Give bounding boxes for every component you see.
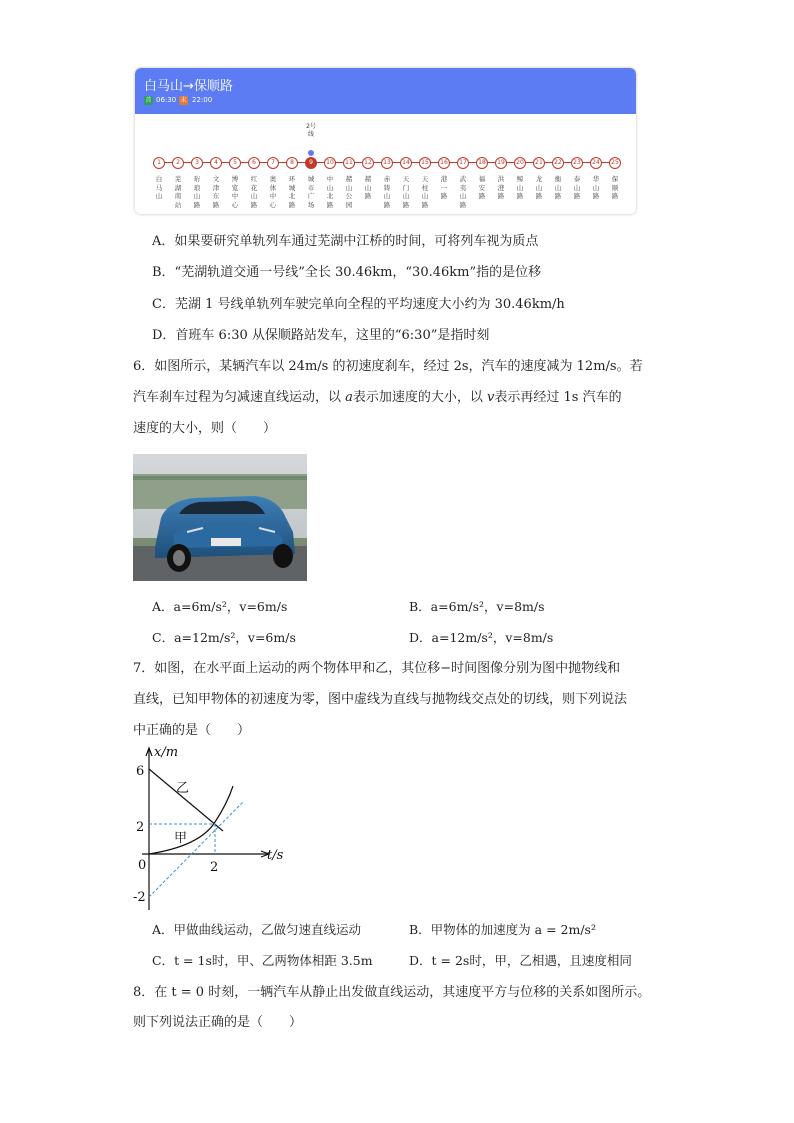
tangent-line bbox=[149, 801, 244, 897]
route-title: 白马山→保顺路 bbox=[144, 79, 233, 94]
station-name-14: 天门山路 bbox=[402, 175, 410, 209]
station-name-18: 福安路 bbox=[478, 175, 486, 201]
transfer-marker-icon bbox=[308, 150, 314, 156]
station-marker-4: 4 bbox=[210, 157, 222, 169]
q7-option-a: A．甲做曲线运动，乙做匀速直线运动 bbox=[152, 922, 362, 937]
station-marker-7: 7 bbox=[267, 157, 279, 169]
y-tick-neg2: -2 bbox=[133, 890, 146, 905]
station-name-12: 赭山路 bbox=[364, 175, 372, 201]
station-name-6: 红花山路 bbox=[250, 175, 258, 209]
q6-option-a: A．a=6m/s²，v=6m/s bbox=[152, 599, 288, 614]
station-marker-9: 9 bbox=[305, 157, 317, 169]
q6-stem-line3: 速度的大小，则（ ） bbox=[133, 421, 277, 436]
station-name-10: 中山北路 bbox=[326, 175, 334, 209]
station-name-11: 赭山公园 bbox=[345, 175, 353, 209]
station-name-21: 龙山路 bbox=[535, 175, 543, 201]
station-name-20: 鲸山路 bbox=[516, 175, 524, 201]
station-name-23: 泰山路 bbox=[573, 175, 581, 201]
q7-stem-line2: 直线，已知甲物体的初速度为零，图中虚线为直线与抛物线交点处的切线，则下列说法 bbox=[133, 692, 628, 707]
station-name-22: 衡山路 bbox=[554, 175, 562, 201]
q7-stem-line1: 7．如图，在水平面上运动的两个物体甲和乙，其位移−时间图像分别为图中抛物线和 bbox=[133, 661, 621, 676]
q6-stem-line1: 6．如图所示，某辆汽车以 24m/s 的初速度刹车，经过 2s，汽车的速度减为 12m/s。若 bbox=[133, 359, 643, 374]
station-name-4: 文津东路 bbox=[212, 175, 220, 209]
x-tick-2: 2 bbox=[210, 860, 219, 875]
metro-route-card bbox=[135, 68, 636, 214]
station-name-16: 港一路 bbox=[440, 175, 448, 201]
station-name-9: 城市广场 bbox=[307, 175, 315, 209]
car-photo bbox=[133, 454, 307, 581]
station-name-3: 珩琅山路 bbox=[193, 175, 201, 209]
q7-stem-line3: 中正确的是（ ） bbox=[133, 723, 251, 738]
xt-graph bbox=[130, 742, 290, 914]
y-axis-label: x/m bbox=[154, 745, 179, 760]
parabola-jia bbox=[149, 786, 233, 854]
station-name-19: 洪澄路 bbox=[497, 175, 505, 201]
q6-option-b: B．a=6m/s²，v=8m/s bbox=[409, 599, 545, 614]
station-name-25: 保顺路 bbox=[611, 175, 619, 201]
x-axis-label: t/s bbox=[267, 848, 284, 863]
q5-option-c: C．芜湖 1 号线单轨列车驶完单向全程的平均速度大小约为 30.46km/h bbox=[152, 297, 565, 312]
station-marker-22: 22 bbox=[552, 157, 564, 169]
station-marker-5: 5 bbox=[229, 157, 241, 169]
station-marker-18: 18 bbox=[476, 157, 488, 169]
station-marker-15: 15 bbox=[419, 157, 431, 169]
station-name-7: 奥体中心 bbox=[269, 175, 277, 209]
station-marker-13: 13 bbox=[381, 157, 393, 169]
station-name-5: 博览中心 bbox=[231, 175, 239, 209]
label-yi: 乙 bbox=[176, 781, 190, 796]
station-marker-11: 11 bbox=[343, 157, 355, 169]
label-jia: 甲 bbox=[174, 831, 188, 846]
station-marker-6: 6 bbox=[248, 157, 260, 169]
station-marker-10: 10 bbox=[324, 157, 336, 169]
station-marker-24: 24 bbox=[590, 157, 602, 169]
station-name-17: 武夷山路 bbox=[459, 175, 467, 209]
station-marker-12: 12 bbox=[362, 157, 374, 169]
station-marker-19: 19 bbox=[495, 157, 507, 169]
station-marker-20: 20 bbox=[514, 157, 526, 169]
station-marker-1: 1 bbox=[153, 157, 165, 169]
q7-option-b: B．甲物体的加速度为 a = 2m/s² bbox=[409, 922, 596, 937]
station-marker-8: 8 bbox=[286, 157, 298, 169]
line-yi bbox=[149, 769, 223, 831]
q7-option-c: C．t = 1s时，甲、乙两物体相距 3.5m bbox=[152, 953, 373, 968]
route-header bbox=[135, 68, 636, 114]
station-name-2: 芜湖南站 bbox=[174, 175, 182, 209]
station-marker-17: 17 bbox=[457, 157, 469, 169]
y-tick-2: 2 bbox=[136, 820, 145, 835]
station-marker-2: 2 bbox=[172, 157, 184, 169]
station-marker-23: 23 bbox=[571, 157, 583, 169]
last-train-time: 22:00 bbox=[192, 96, 213, 104]
station-marker-25: 25 bbox=[609, 157, 621, 169]
q7-option-d: D．t = 2s时，甲，乙相遇，且速度相同 bbox=[409, 953, 632, 968]
station-name-15: 天柱山路 bbox=[421, 175, 429, 209]
station-marker-14: 14 bbox=[400, 157, 412, 169]
station-name-13: 赤铸山路 bbox=[383, 175, 391, 209]
q5-option-a: A．如果要研究单轨列车通过芜湖中江桥的时间，可将列车视为质点 bbox=[152, 234, 539, 249]
q5-option-d: D．首班车 6:30 从保顺路站发车，这里的“6:30”是指时刻 bbox=[152, 328, 490, 343]
y-tick-6: 6 bbox=[136, 764, 145, 779]
q6-option-c: C．a=12m/s²，v=6m/s bbox=[152, 630, 296, 645]
q5-option-b: B．“芜湖轨道交通一号线”全长 30.46km，“30.46km”指的是位移 bbox=[152, 265, 542, 280]
first-train-badge: 首 bbox=[145, 97, 152, 104]
station-marker-21: 21 bbox=[533, 157, 545, 169]
origin-label: 0 bbox=[138, 858, 147, 873]
q8-stem-line2: 则下列说法正确的是（ ） bbox=[133, 1015, 303, 1030]
q8-stem-line1: 8．在 t = 0 时刻，一辆汽车从静止出发做直线运动，其速度平方与位移的关系如图所示。 bbox=[133, 985, 651, 1000]
last-train-badge: 末 bbox=[180, 97, 187, 104]
station-name-8: 环城北路 bbox=[288, 175, 296, 209]
q6-option-d: D．a=12m/s²，v=8m/s bbox=[409, 630, 554, 645]
q6-stem-line2: 汽车刹车过程为匀减速直线运动，以 a表示加速度的大小，以 v表示再经过 1s 汽车的 bbox=[133, 390, 622, 405]
transfer-label: 2号线 bbox=[306, 123, 316, 138]
station-marker-3: 3 bbox=[191, 157, 203, 169]
station-name-24: 华山路 bbox=[592, 175, 600, 201]
first-train-time: 06:30 bbox=[156, 96, 177, 104]
station-name-1: 白马山 bbox=[155, 175, 163, 201]
station-marker-16: 16 bbox=[438, 157, 450, 169]
